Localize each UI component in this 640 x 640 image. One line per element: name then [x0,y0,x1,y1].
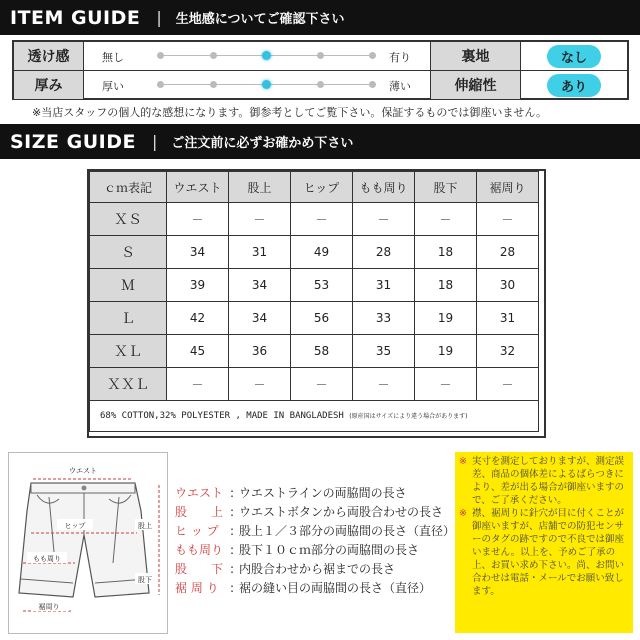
table-cell: 19 [415,335,477,368]
lining-badge: なし [547,45,601,68]
legend-item: 股 下 : 内股合わせから裾までの長さ [175,560,455,579]
table-cell: － [477,368,539,401]
measurement-legend [175,484,455,598]
table-cell: 34 [167,236,229,269]
guide-value [521,71,627,99]
table-cell: 18 [415,269,477,302]
table-row [90,335,539,368]
caution-mark: ※ [459,508,467,519]
scale-low-label: 無し [102,51,124,64]
table-row [90,269,539,302]
scale-dot [317,52,324,59]
size-guide-header [0,124,640,159]
scale-dot [210,52,217,59]
shorts-illustration [9,453,167,633]
header-cell: もも周り [353,172,415,203]
table-cell: － [353,203,415,236]
item-guide-subtitle: 生地感についてご確認下さい [175,12,345,27]
table-cell: － [291,368,353,401]
caution-mark: ※ [459,456,467,467]
diagram-label-thigh: もも周り [33,555,61,563]
table-cell: 30 [477,269,539,302]
table-cell: 18 [415,236,477,269]
size-guide-subtitle: ご注文前に必ずお確かめ下さい [171,136,354,151]
legend-desc: ウエストボタンから両股合わせの長さ [239,505,444,519]
item-guide-title: ITEM GUIDE [10,6,141,29]
caution-text: 実寸を測定しておりますが、測定誤差、商品の個体差によるばらつきにより、差が出る場合が御座いますので、ご了承ください。 [472,456,625,506]
table-cell: 34 [229,302,291,335]
scale-dot [210,81,217,88]
size-label: ＸＳ [90,203,167,236]
table-cell: 28 [353,236,415,269]
guide-label: 厚み [14,71,84,99]
header-cell: ヒップ [291,172,353,203]
size-table [89,171,539,432]
table-cell: － [477,203,539,236]
guide-value [521,42,627,70]
guide-key: 伸縮性 [431,71,521,99]
scale-dot-selected [262,51,271,60]
guide-label: 透け感 [14,42,84,70]
material-cell [90,401,539,432]
legend-item: ヒ ッ プ : 股上１／３部分の両脇間の長さ（直径） [175,522,455,541]
table-cell: 31 [229,236,291,269]
table-row [90,302,539,335]
table-cell: 35 [353,335,415,368]
legend-desc: 内股合わせから裾までの長さ [239,562,396,576]
legend-desc: 股上１／３部分の両脇間の長さ（直径） [239,524,456,538]
table-row [90,203,539,236]
legend-key: 股 下 [175,562,224,576]
scale-dot [317,81,324,88]
guide-scale [84,42,431,70]
table-cell: － [229,203,291,236]
scale-low-label: 厚い [102,80,124,93]
scale-high-label: 有り [389,51,411,64]
table-row [90,368,539,401]
size-label: ＸＸＬ [90,368,167,401]
legend-item: 裾 周 り : 裾の縫い目の両脇間の長さ（直径） [175,579,455,598]
caution-text: 襟、裾周りに針穴が目に付くことが御座いますが、店舗での防犯センサーのタグの跡ですので不良では御座いません。以上を、予めご了承の上、お買い求め下さい。尚、お問い合わせは電話・メールでお願い致します。 [472,508,625,597]
size-label: ＸＬ [90,335,167,368]
table-cell: 31 [353,269,415,302]
header-separator: | [156,8,162,27]
scale-high-label: 薄い [389,80,411,93]
guide-scale [84,71,431,99]
table-cell: － [353,368,415,401]
guide-key: 裏地 [431,42,521,70]
table-cell: 49 [291,236,353,269]
table-cell: 34 [229,269,291,302]
guide-note: ※当店スタッフの個人的な感想になります。御参考としてご覧下さい。保証するものでは御座いません。 [32,106,547,119]
table-cell: － [167,203,229,236]
scale-dot [157,52,164,59]
header-cell: 股下 [415,172,477,203]
item-guide-panel [12,40,629,100]
legend-item: 股 上 : ウエストボタンから両股合わせの長さ [175,503,455,522]
table-cell: 56 [291,302,353,335]
table-cell: 45 [167,335,229,368]
size-label: Ｌ [90,302,167,335]
material-row [90,401,539,432]
table-cell: 39 [167,269,229,302]
scale-dot [369,81,376,88]
diagram-label-hem: 裾周り [38,603,60,611]
guide-row-sheerness [14,42,627,71]
table-cell: 28 [477,236,539,269]
table-cell: － [415,203,477,236]
legend-key: もも周り [175,543,224,557]
header-cell: 股上 [229,172,291,203]
legend-key: ヒ ッ プ [175,524,219,538]
header-cell: ウエスト [167,172,229,203]
legend-desc: 股下１０ｃｍ部分の両脇間の長さ [239,543,420,557]
header-cell: ｃｍ表記 [90,172,167,203]
header-cell: 裾周り [477,172,539,203]
item-guide-header [0,0,640,35]
table-row [90,236,539,269]
scale-dot [157,81,164,88]
table-cell: 58 [291,335,353,368]
caution-item [459,455,630,507]
size-table-header [90,172,539,203]
legend-desc: ウエストラインの両脇間の長さ [239,486,407,500]
diagram-label-inseam: 股下 [138,576,152,584]
table-cell: 53 [291,269,353,302]
shorts-diagram [8,452,168,634]
legend-desc: 裾の縫い目の両脇間の長さ（直径） [239,581,432,595]
table-cell: 32 [477,335,539,368]
table-cell: － [229,368,291,401]
scale-dot-selected [262,80,271,89]
scale-dot [369,52,376,59]
size-label: Ｍ [90,269,167,302]
legend-item: ウエスト : ウエストラインの両脇間の長さ [175,484,455,503]
table-cell: － [415,368,477,401]
diagram-label-waist: ウエスト [69,467,97,475]
diagram-label-hip: ヒップ [64,522,86,530]
table-cell: 31 [477,302,539,335]
legend-key: 股 上 [175,505,224,519]
table-cell: 33 [353,302,415,335]
material-text: 68% COTTON,32% POLYESTER , MADE IN BANGLADESH [100,411,344,421]
table-cell: 19 [415,302,477,335]
size-label: Ｓ [90,236,167,269]
guide-row-thickness [14,71,627,99]
stretch-badge: あり [547,74,601,97]
table-cell: － [291,203,353,236]
material-note: (原産国はサイズにより違う場合があります) [349,413,468,420]
legend-item: もも周り : 股下１０ｃｍ部分の両脇間の長さ [175,541,455,560]
table-cell: 36 [229,335,291,368]
diagram-label-rise: 股上 [138,522,152,530]
legend-key: 裾 周 り [175,581,219,595]
table-cell: － [167,368,229,401]
header-separator: | [151,132,158,151]
caution-box [455,452,633,633]
size-guide-title: SIZE GUIDE [10,130,136,153]
caution-item [459,507,630,598]
legend-key: ウエスト [175,486,224,500]
table-cell: 42 [167,302,229,335]
